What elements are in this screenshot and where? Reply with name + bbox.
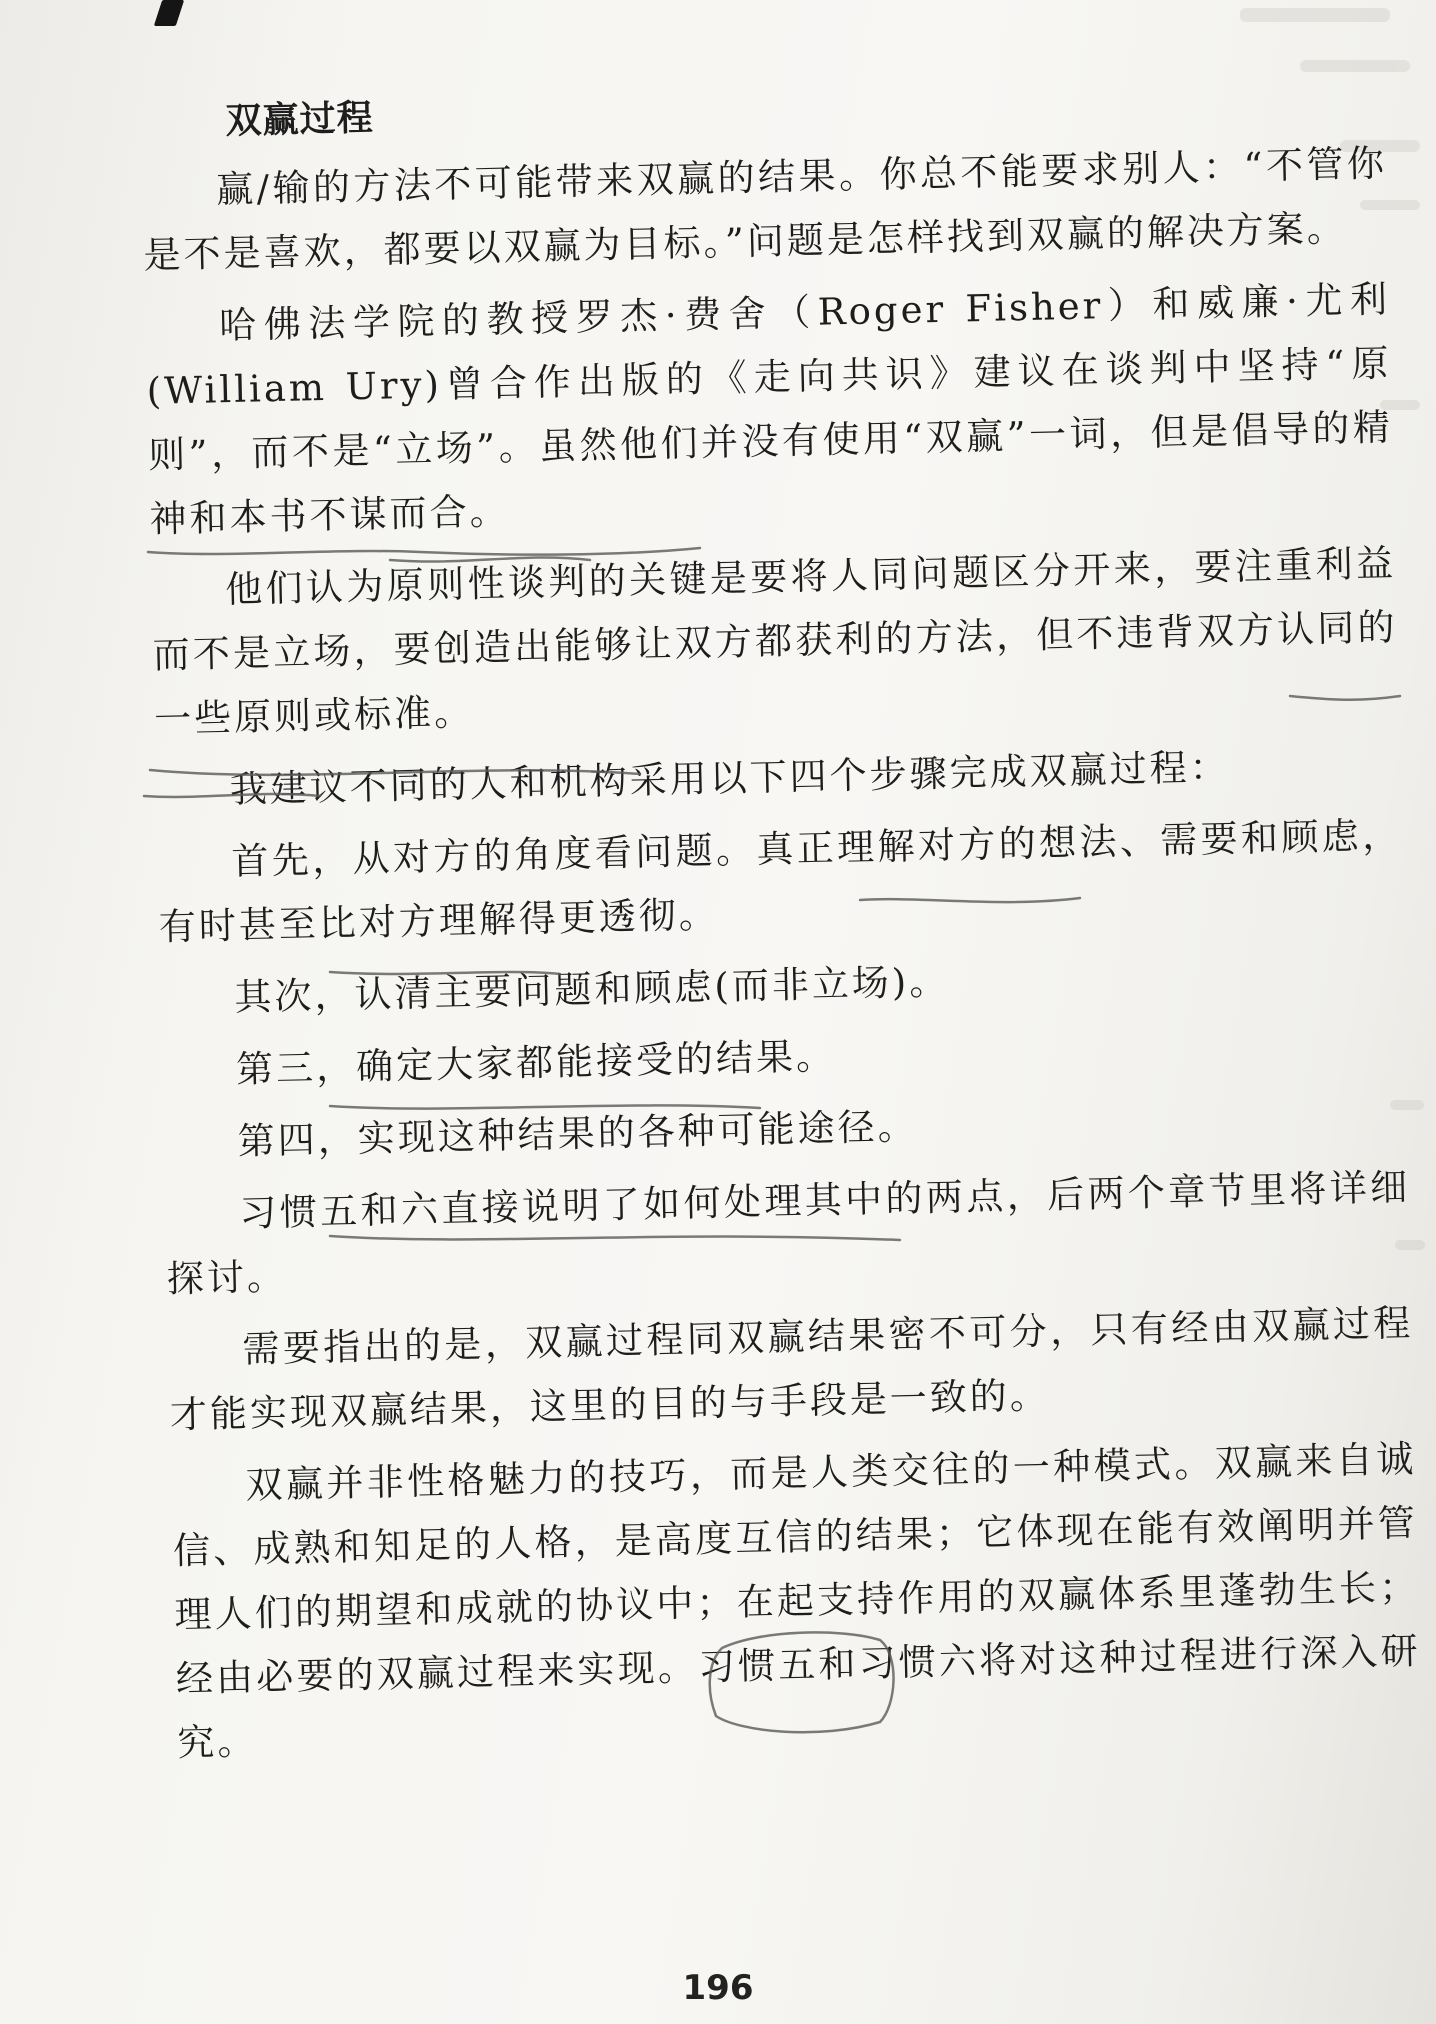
section-title: 双赢过程 [225, 97, 375, 143]
page-number: 196 [682, 1968, 754, 2008]
paragraph: 习惯五和六直接说明了如何处理其中的两点，后两个章节里将详细探讨。 [166, 1165, 1411, 1301]
paragraph: 我建议不同的人和机构采用以下四个步骤完成双赢过程： [229, 745, 1231, 812]
paragraph: 需要指出的是，双赢过程同双赢结果密不可分，只有经由双赢过程才能实现双赢结果，这里的目的与手段是一致的。 [169, 1301, 1414, 1437]
paragraph: 哈佛法学院的教授罗杰·费舍（Roger Fisher）和威廉·尤利(William Ury)曾合作出版的《走向共识》建议在谈判中坚持“原则”，而不是“立场”。虽然他们并没有使用“双赢”一词，但是倡导的精神和本书不谋而合。 [146, 277, 1394, 541]
paragraph: 第三，确定大家都能接受的结果。 [235, 1034, 837, 1092]
paragraph: 赢/输的方法不可能带来双赢的结果。你总不能要求别人：“不管你是不是喜欢，都要以双赢为目标。”问题是怎样找到双赢的解决方案。 [143, 141, 1388, 277]
paragraph: 双赢并非性格魅力的技巧，而是人类交往的一种模式。双赢来自诚信、成熟和知足的人格，是高度互信的结果；它体现在能有效阐明并管理人们的期望和成就的协议中；在起支持作用的双赢体系里蓬勃生长；经由必要的双赢过程来实现。习惯五和习惯六将对这种过程进行深入研究。 [172, 1437, 1422, 1765]
paragraph: 第四，实现这种结果的各种可能途径。 [237, 1104, 919, 1164]
paragraph: 首先，从对方的角度看问题。真正理解对方的想法、需要和顾虑，有时甚至比对方理解得更透彻。 [158, 813, 1403, 949]
paragraph: 他们认为原则性谈判的关键是要将人同问题区分开来，要注重利益而不是立场，要创造出能够让双方都获利的方法，但不违背双方认同的一些原则或标准。 [152, 541, 1398, 741]
ink-mark [154, 0, 184, 26]
paragraph: 其次，认清主要问题和顾虑(而非立场)。 [234, 959, 950, 1020]
page-body [140, 67, 1423, 1784]
